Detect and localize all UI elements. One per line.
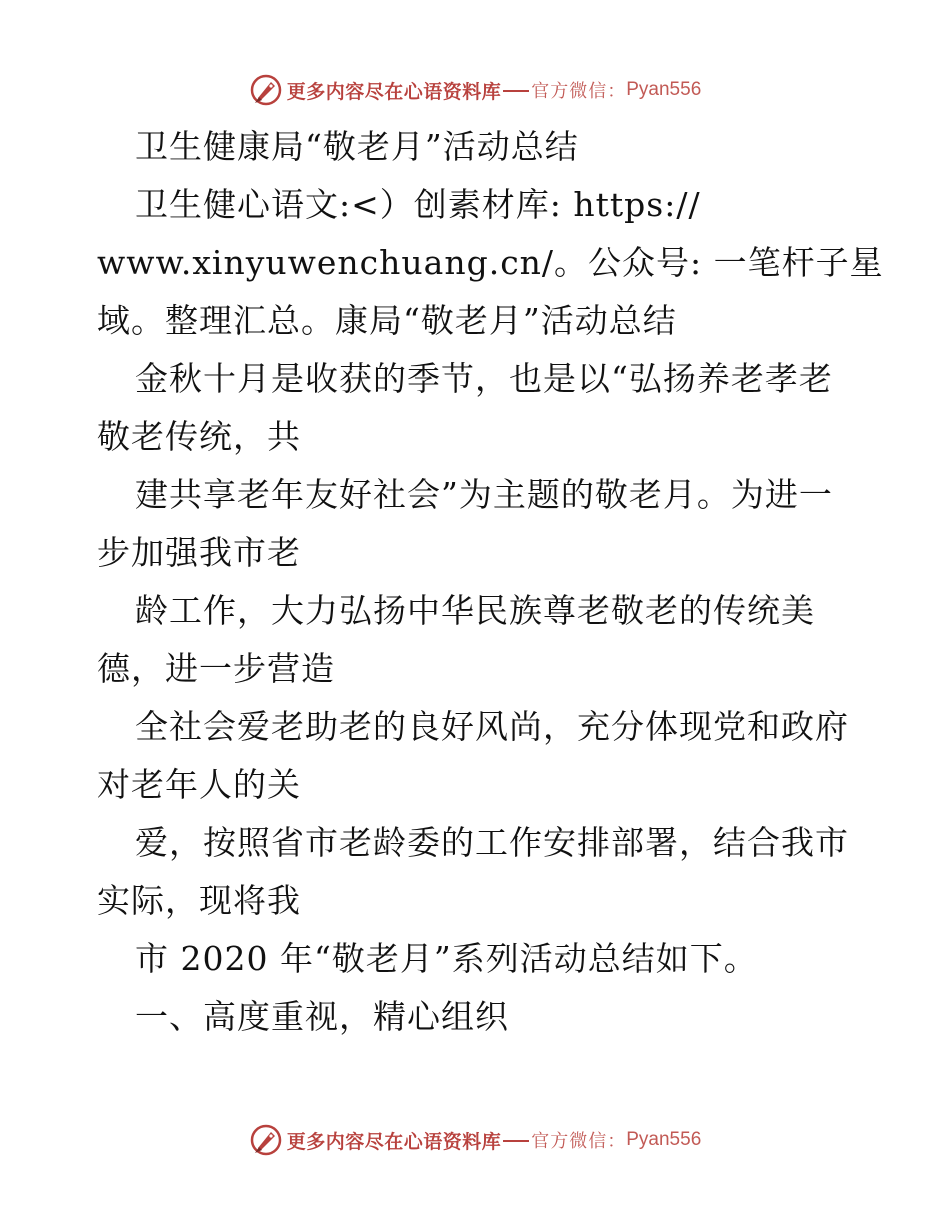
pen-nib-logo-icon: [249, 1123, 283, 1157]
paragraph-line: 建共享老年友好社会”为主题的敬老月。为进一: [135, 475, 833, 514]
watermark-brand-text: 更多内容尽在心语资料库: [286, 80, 502, 103]
watermark-wechat-id: Pyan556: [626, 1129, 702, 1150]
document-title: 卫生健康局“敬老月”活动总结: [135, 127, 579, 166]
paragraph-line: 金秋十月是收获的季节，也是以“弘扬养老孝老: [135, 359, 833, 398]
paragraph-line: 步加强我市老: [97, 533, 301, 572]
watermark-brand-text: 更多内容尽在心语资料库: [286, 1130, 502, 1153]
section-heading: 一、高度重视，精心组织: [135, 997, 509, 1036]
watermark-wechat-label: 官方微信：: [531, 1131, 627, 1152]
paragraph-line: 对老年人的关: [97, 765, 301, 804]
header-watermark: [0, 70, 950, 110]
watermark-dash: [503, 1140, 529, 1142]
paragraph-line: 实际，现将我: [97, 881, 301, 920]
footer-watermark: [0, 1120, 950, 1160]
paragraph-line: 爱，按照省市老龄委的工作安排部署，结合我市: [135, 823, 849, 862]
pen-nib-logo-icon: [249, 73, 283, 107]
paragraph-line: 龄工作，大力弘扬中华民族尊老敬老的传统美: [135, 591, 815, 630]
paragraph-line: 全社会爱老助老的良好风尚，充分体现党和政府: [135, 707, 849, 746]
document-body: [97, 118, 884, 1046]
paragraph-line: 敬老传统，共: [97, 417, 301, 456]
paragraph-line: 市 2020 年“敬老月”系列活动总结如下。: [135, 939, 758, 978]
paragraph-line: 德，进一步营造: [97, 649, 335, 688]
watermark-dash: [503, 90, 529, 92]
paragraph-line: 卫生健心语文:<）创素材库: https://: [135, 185, 701, 224]
watermark-wechat-label: 官方微信：: [531, 81, 627, 102]
paragraph-line: www.xinyuwenchuang.cn/。公众号: 一笔杆子星: [97, 243, 884, 282]
watermark-wechat-id: Pyan556: [626, 79, 702, 100]
paragraph-line: 域。整理汇总。康局“敬老月”活动总结: [97, 301, 677, 340]
